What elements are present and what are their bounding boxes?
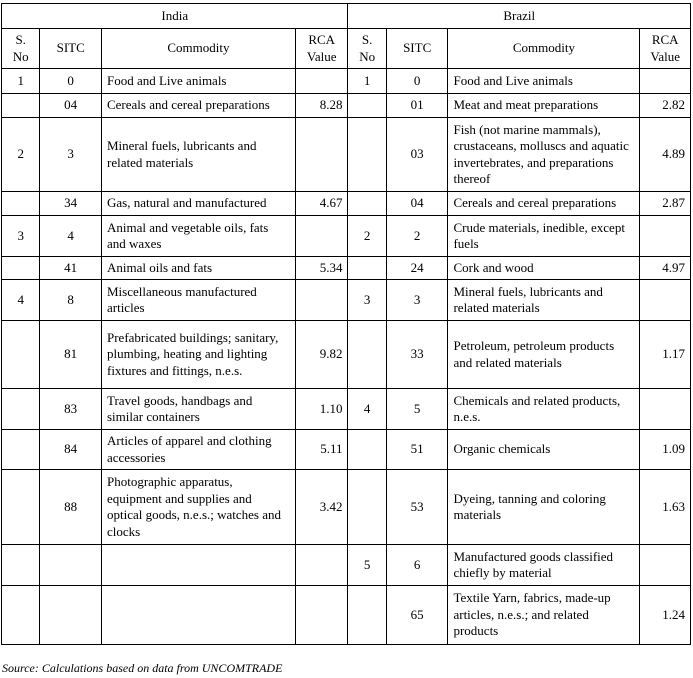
brazil-commodity-cell: Mineral fuels, lubricants and related materials	[448, 280, 640, 321]
brazil-sitc-cell: 0	[386, 69, 448, 94]
india-sno-cell: 3	[2, 216, 40, 257]
india-commodity-cell: Articles of apparel and clothing accessories	[101, 430, 295, 470]
india-sitc-cell	[40, 586, 102, 645]
india-sitc-cell: 84	[40, 430, 102, 470]
brazil-sitc-cell: 5	[386, 389, 448, 430]
brazil-sitc-cell: 2	[386, 216, 448, 257]
india-commodity-cell: Gas, natural and manufactured	[101, 192, 295, 216]
brazil-sno-cell: 4	[348, 389, 386, 430]
table-row	[2, 216, 691, 257]
india-sitc-cell: 83	[40, 389, 102, 430]
india-commodity-cell	[101, 545, 295, 586]
table-row	[2, 545, 691, 586]
brazil-rca-cell	[640, 389, 691, 430]
table-row	[2, 389, 691, 430]
brazil-commodity-cell: Crude materials, inedible, except fuels	[448, 216, 640, 257]
brazil-sno-cell	[348, 257, 386, 280]
india-sitc-cell: 88	[40, 470, 102, 545]
brazil-rca-cell: 4.89	[640, 118, 691, 192]
brazil-rca-cell: 2.87	[640, 192, 691, 216]
source-note: Source: Calculations based on data from UNCOMTRADE	[2, 661, 283, 675]
india-sno-cell	[2, 389, 40, 430]
brazil-rca-header: RCA Value	[640, 29, 691, 69]
india-rca-cell	[295, 118, 348, 192]
brazil-commodity-cell: Fish (not marine mammals), crustaceans, molluscs and aquatic invertebrates, and preparations thereof	[448, 118, 640, 192]
brazil-rca-cell: 1.17	[640, 321, 691, 389]
brazil-commodity-cell: Manufactured goods classified chiefly by material	[448, 545, 640, 586]
table-row	[2, 321, 691, 389]
brazil-sitc-cell: 01	[386, 94, 448, 118]
india-sno-cell: 4	[2, 280, 40, 321]
india-sno-cell	[2, 257, 40, 280]
india-rca-cell: 1.10	[295, 389, 348, 430]
brazil-header: Brazil	[348, 4, 691, 29]
brazil-commodity-header: Commodity	[448, 29, 640, 69]
india-commodity-header: Commodity	[101, 29, 295, 69]
india-rca-cell	[295, 586, 348, 645]
india-commodity-cell: Travel goods, handbags and similar containers	[101, 389, 295, 430]
brazil-sitc-cell: 24	[386, 257, 448, 280]
table-row	[2, 280, 691, 321]
brazil-rca-cell	[640, 280, 691, 321]
india-rca-cell: 5.34	[295, 257, 348, 280]
brazil-sno-cell	[348, 321, 386, 389]
india-sitc-cell: 41	[40, 257, 102, 280]
india-sitc-cell: 4	[40, 216, 102, 257]
india-sno-cell	[2, 470, 40, 545]
india-sitc-cell: 81	[40, 321, 102, 389]
brazil-sno-cell	[348, 470, 386, 545]
brazil-commodity-cell: Chemicals and related products, n.e.s.	[448, 389, 640, 430]
india-sno-cell	[2, 586, 40, 645]
brazil-sitc-header: SITC	[386, 29, 448, 69]
brazil-sno-cell: 5	[348, 545, 386, 586]
india-sitc-cell: 3	[40, 118, 102, 192]
india-rca-header: RCA Value	[295, 29, 348, 69]
india-commodity-cell: Photographic apparatus, equipment and supplies and optical goods, n.e.s.; watches and clocks	[101, 470, 295, 545]
india-sitc-cell: 0	[40, 69, 102, 94]
india-sitc-cell: 8	[40, 280, 102, 321]
brazil-sno-cell	[348, 118, 386, 192]
india-sno-cell	[2, 94, 40, 118]
india-sno-cell: 2	[2, 118, 40, 192]
brazil-sitc-cell: 65	[386, 586, 448, 645]
india-commodity-cell: Food and Live animals	[101, 69, 295, 94]
india-header: India	[2, 4, 348, 29]
india-sno-cell	[2, 545, 40, 586]
brazil-sno-cell: 2	[348, 216, 386, 257]
brazil-rca-cell	[640, 216, 691, 257]
brazil-commodity-cell: Cereals and cereal preparations	[448, 192, 640, 216]
brazil-sno-cell	[348, 94, 386, 118]
india-sitc-cell	[40, 545, 102, 586]
india-rca-cell	[295, 69, 348, 94]
india-commodity-cell: Animal oils and fats	[101, 257, 295, 280]
india-commodity-cell: Mineral fuels, lubricants and related materials	[101, 118, 295, 192]
table-row	[2, 586, 691, 645]
india-sitc-cell: 04	[40, 94, 102, 118]
india-rca-cell	[295, 545, 348, 586]
india-rca-cell	[295, 280, 348, 321]
brazil-commodity-cell: Food and Live animals	[448, 69, 640, 94]
brazil-sno-cell	[348, 430, 386, 470]
table-row	[2, 69, 691, 94]
country-header-row	[2, 4, 691, 29]
brazil-rca-cell: 1.63	[640, 470, 691, 545]
table-row	[2, 94, 691, 118]
rca-table	[1, 3, 691, 645]
india-commodity-cell: Cereals and cereal preparations	[101, 94, 295, 118]
brazil-sno-cell: 1	[348, 69, 386, 94]
india-sitc-cell: 34	[40, 192, 102, 216]
india-commodity-cell: Animal and vegetable oils, fats and waxes	[101, 216, 295, 257]
brazil-sitc-cell: 03	[386, 118, 448, 192]
brazil-sitc-cell: 53	[386, 470, 448, 545]
india-sno-cell	[2, 192, 40, 216]
column-header-row	[2, 29, 691, 69]
table-row	[2, 192, 691, 216]
india-commodity-cell: Miscellaneous manufactured articles	[101, 280, 295, 321]
india-sitc-header: SITC	[40, 29, 102, 69]
brazil-sitc-cell: 04	[386, 192, 448, 216]
brazil-sitc-cell: 3	[386, 280, 448, 321]
brazil-sno-cell	[348, 192, 386, 216]
table-row	[2, 430, 691, 470]
brazil-rca-cell	[640, 545, 691, 586]
brazil-rca-cell: 4.97	[640, 257, 691, 280]
brazil-rca-cell: 1.09	[640, 430, 691, 470]
brazil-sitc-cell: 51	[386, 430, 448, 470]
india-rca-cell: 8.28	[295, 94, 348, 118]
brazil-sno-cell	[348, 586, 386, 645]
brazil-commodity-cell: Textile Yarn, fabrics, made-up articles, n.e.s.; and related products	[448, 586, 640, 645]
brazil-sno-header: S. No	[348, 29, 386, 69]
india-sno-cell	[2, 321, 40, 389]
brazil-commodity-cell: Meat and meat preparations	[448, 94, 640, 118]
india-sno-cell: 1	[2, 69, 40, 94]
india-rca-cell: 5.11	[295, 430, 348, 470]
table-row	[2, 118, 691, 192]
brazil-sitc-cell: 33	[386, 321, 448, 389]
table-row	[2, 257, 691, 280]
india-rca-cell	[295, 216, 348, 257]
table-row	[2, 470, 691, 545]
india-commodity-cell: Prefabricated buildings; sanitary, plumbing, heating and lighting fixtures and fittings, n.e.s.	[101, 321, 295, 389]
brazil-rca-cell: 2.82	[640, 94, 691, 118]
india-sno-header: S. No	[2, 29, 40, 69]
brazil-commodity-cell: Organic chemicals	[448, 430, 640, 470]
brazil-commodity-cell: Dyeing, tanning and coloring materials	[448, 470, 640, 545]
brazil-commodity-cell: Cork and wood	[448, 257, 640, 280]
india-rca-cell: 9.82	[295, 321, 348, 389]
india-commodity-cell	[101, 586, 295, 645]
table-body	[2, 69, 691, 645]
brazil-rca-cell: 1.24	[640, 586, 691, 645]
india-rca-cell: 4.67	[295, 192, 348, 216]
brazil-commodity-cell: Petroleum, petroleum products and related materials	[448, 321, 640, 389]
brazil-sno-cell: 3	[348, 280, 386, 321]
brazil-sitc-cell: 6	[386, 545, 448, 586]
india-sno-cell	[2, 430, 40, 470]
india-rca-cell: 3.42	[295, 470, 348, 545]
brazil-rca-cell	[640, 69, 691, 94]
